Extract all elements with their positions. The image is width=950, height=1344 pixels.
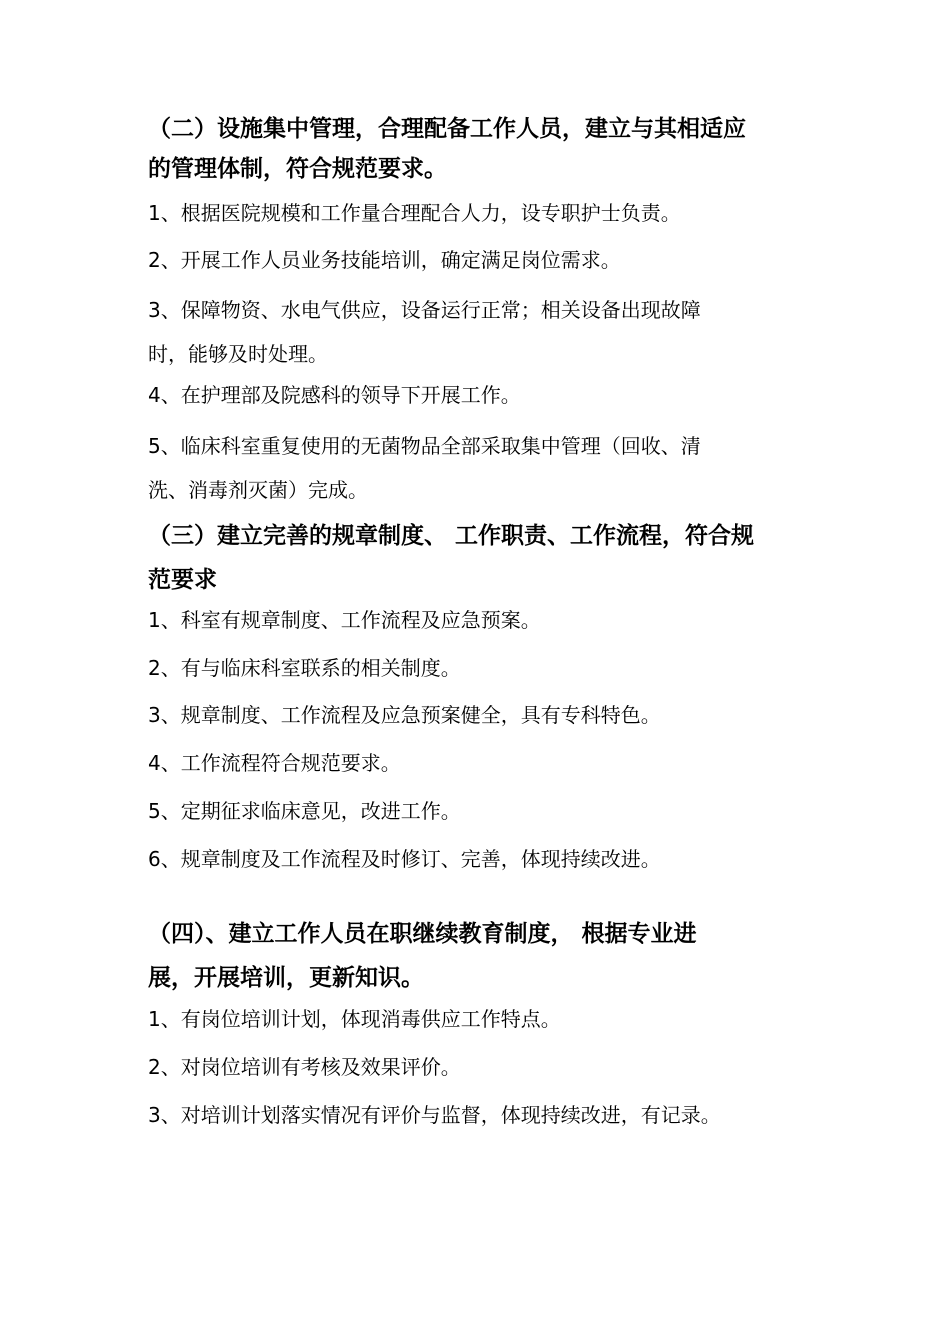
section-heading: 的管理体制，符合规范要求。 — [148, 156, 447, 182]
list-item: 洗、消毒剂灭菌）完成。 — [148, 478, 368, 502]
list-item: 1、有岗位培训计划，体现消毒供应工作特点。 — [148, 1007, 561, 1031]
list-item: 3、保障物资、水电气供应，设备运行正常；相关设备出现故障 — [148, 298, 701, 322]
section-heading: 范要求 — [148, 567, 217, 593]
section-heading: （四）、建立工作人员在职继续教育制度， 根据专业进 — [148, 921, 697, 947]
list-item: 2、对岗位培训有考核及效果评价。 — [148, 1055, 461, 1079]
list-item: 4、工作流程符合规范要求。 — [148, 751, 401, 775]
list-item: 3、规章制度、工作流程及应急预案健全，具有专科特色。 — [148, 703, 661, 727]
list-item: 6、规章制度及工作流程及时修订、完善，体现持续改进。 — [148, 847, 661, 871]
list-item: 1、科室有规章制度、工作流程及应急预案。 — [148, 608, 541, 632]
list-item: 5、临床科室重复使用的无菌物品全部采取集中管理（回收、清 — [148, 434, 701, 458]
section-heading: （三）建立完善的规章制度、 工作职责、工作流程，符合规 — [148, 523, 755, 549]
list-item: 时，能够及时处理。 — [148, 342, 328, 366]
list-item: 5、定期征求临床意见，改进工作。 — [148, 799, 461, 823]
section-heading: 展，开展培训，更新知识。 — [148, 965, 424, 991]
list-item: 4、在护理部及院感科的领导下开展工作。 — [148, 383, 521, 407]
list-item: 2、开展工作人员业务技能培训，确定满足岗位需求。 — [148, 248, 621, 272]
list-item: 1、根据医院规模和工作量合理配合人力，设专职护士负责。 — [148, 201, 681, 225]
list-item: 3、对培训计划落实情况有评价与监督，体现持续改进，有记录。 — [148, 1103, 721, 1127]
list-item: 2、有与临床科室联系的相关制度。 — [148, 656, 461, 680]
section-heading: （二）设施集中管理，合理配备工作人员，建立与其相适应 — [148, 116, 746, 142]
